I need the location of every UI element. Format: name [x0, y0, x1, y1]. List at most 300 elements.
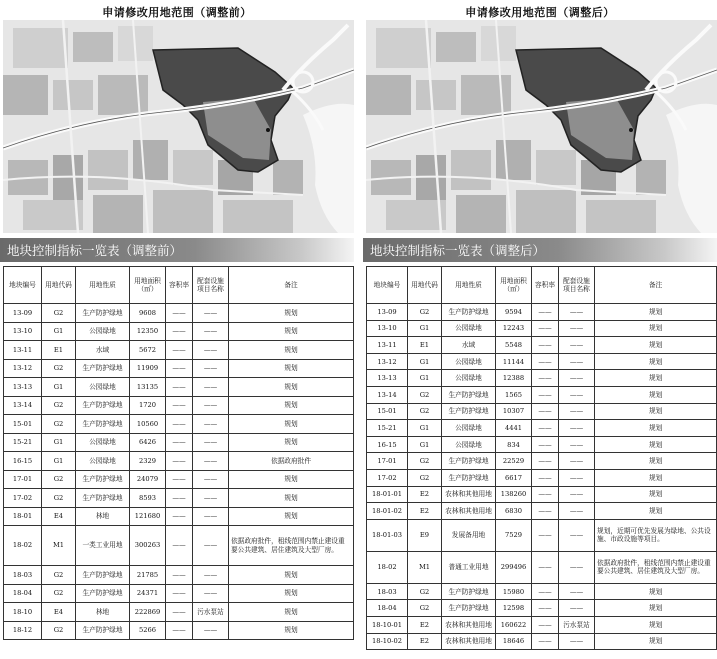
land-code-cell: G1: [42, 433, 76, 452]
table-row: [367, 503, 717, 520]
parcel-id-cell: 15-21: [367, 420, 408, 437]
facility-cell: ——: [193, 507, 229, 526]
parcel-id-cell: 18-04: [4, 584, 42, 603]
far-cell: ——: [532, 583, 559, 600]
land-code-cell: G2: [42, 415, 76, 434]
column-header: 容积率: [532, 267, 559, 304]
land-nature-cell: 公园绿地: [76, 433, 130, 452]
far-cell: ——: [532, 403, 559, 420]
land-code-cell: G2: [42, 566, 76, 585]
far-cell: ——: [532, 600, 559, 617]
land-code-cell: E1: [408, 337, 442, 354]
land-nature-cell: 公园绿地: [442, 436, 496, 453]
land-nature-cell: 生产防护绿地: [442, 304, 496, 321]
area-cell: 160622: [496, 616, 532, 633]
area-cell: 6426: [130, 433, 166, 452]
note-cell: 规划: [595, 486, 717, 503]
table-row: [4, 304, 354, 323]
area-cell: 13135: [130, 378, 166, 397]
facility-cell: ——: [193, 341, 229, 360]
area-cell: 1565: [496, 386, 532, 403]
table-row: [367, 436, 717, 453]
facility-cell: ——: [559, 453, 595, 470]
table-row: [367, 370, 717, 387]
area-cell: 5548: [496, 337, 532, 354]
facility-cell: ——: [193, 378, 229, 397]
far-cell: ——: [166, 470, 193, 489]
parcel-id-cell: 17-01: [367, 453, 408, 470]
land-nature-cell: 水域: [442, 337, 496, 354]
land-nature-cell: 生产防护绿地: [442, 600, 496, 617]
land-code-cell: G2: [42, 396, 76, 415]
parcel-id-cell: 17-02: [4, 489, 42, 508]
area-cell: 12243: [496, 320, 532, 337]
note-cell: 规划: [595, 436, 717, 453]
parcel-id-cell: 16-15: [367, 436, 408, 453]
far-cell: ——: [166, 526, 193, 566]
table-header-row: [4, 267, 354, 304]
far-cell: ——: [166, 341, 193, 360]
table-row: [367, 600, 717, 617]
note-cell: 规划，近期可优先发展为绿地、公共设施、市政设施等项目。: [595, 519, 717, 551]
parcel-id-cell: 18-10-01: [367, 616, 408, 633]
parcel-id-cell: 15-01: [4, 415, 42, 434]
land-code-cell: E2: [408, 616, 442, 633]
note-cell: 规划: [595, 386, 717, 403]
parcel-id-cell: 17-02: [367, 469, 408, 486]
land-code-cell: E2: [408, 486, 442, 503]
land-code-cell: G2: [42, 304, 76, 323]
far-cell: ——: [166, 304, 193, 323]
far-cell: ——: [532, 453, 559, 470]
land-nature-cell: 生产防护绿地: [442, 403, 496, 420]
parcel-id-cell: 18-03: [4, 566, 42, 585]
column-header: 用地性质: [442, 267, 496, 304]
facility-cell: ——: [193, 433, 229, 452]
area-cell: 24079: [130, 470, 166, 489]
table-row: [367, 551, 717, 583]
land-nature-cell: 农林和其他用地: [442, 616, 496, 633]
facility-cell: ——: [559, 337, 595, 354]
far-cell: ——: [532, 320, 559, 337]
facility-cell: ——: [559, 304, 595, 321]
parcel-id-cell: 18-02: [367, 551, 408, 583]
far-cell: ——: [532, 551, 559, 583]
table-row: [367, 469, 717, 486]
far-cell: ——: [532, 337, 559, 354]
facility-cell: ——: [193, 304, 229, 323]
land-nature-cell: 生产防护绿地: [76, 489, 130, 508]
far-cell: ——: [532, 370, 559, 387]
land-nature-cell: 生产防护绿地: [76, 304, 130, 323]
facility-cell: ——: [559, 519, 595, 551]
land-code-cell: G2: [408, 403, 442, 420]
table-row: [367, 403, 717, 420]
table-row: [4, 621, 354, 640]
table-row: [4, 415, 354, 434]
table-header-row: [367, 267, 717, 304]
land-code-cell: G2: [42, 584, 76, 603]
area-cell: 10560: [130, 415, 166, 434]
parcel-id-cell: 13-14: [367, 386, 408, 403]
column-header: 配套设施项目名称: [559, 267, 595, 304]
table-row: [367, 304, 717, 321]
land-nature-cell: 生产防护绿地: [442, 583, 496, 600]
facility-cell: ——: [193, 566, 229, 585]
table-row: [4, 341, 354, 360]
note-cell: 规划: [595, 353, 717, 370]
panel-after: [363, 0, 717, 659]
note-cell: 规划: [595, 503, 717, 520]
land-nature-cell: 生产防护绿地: [76, 470, 130, 489]
table-row: [4, 507, 354, 526]
area-cell: 2329: [130, 452, 166, 471]
land-code-cell: E2: [408, 503, 442, 520]
table-row: [4, 433, 354, 452]
note-cell: 规划: [229, 304, 354, 323]
land-nature-cell: 生产防护绿地: [76, 359, 130, 378]
table-row: [367, 386, 717, 403]
far-cell: ——: [166, 507, 193, 526]
table-row: [4, 526, 354, 566]
area-cell: 1720: [130, 396, 166, 415]
far-cell: ——: [532, 486, 559, 503]
note-cell: 规划: [595, 420, 717, 437]
land-code-cell: E2: [408, 633, 442, 650]
table-row: [4, 603, 354, 622]
land-nature-cell: 生产防护绿地: [76, 621, 130, 640]
column-header: 备注: [229, 267, 354, 304]
parcel-id-cell: 13-10: [367, 320, 408, 337]
land-nature-cell: 生产防护绿地: [442, 469, 496, 486]
facility-cell: ——: [559, 420, 595, 437]
far-cell: ——: [166, 621, 193, 640]
area-cell: 138260: [496, 486, 532, 503]
area-cell: 11909: [130, 359, 166, 378]
land-code-cell: G2: [408, 600, 442, 617]
facility-cell: ——: [193, 489, 229, 508]
note-cell: 规划: [229, 470, 354, 489]
far-cell: ——: [166, 396, 193, 415]
land-nature-cell: 公园绿地: [76, 452, 130, 471]
parcel-id-cell: 15-01: [367, 403, 408, 420]
note-cell: 规划: [229, 322, 354, 341]
land-nature-cell: 林地: [76, 507, 130, 526]
land-code-cell: G1: [408, 420, 442, 437]
land-nature-cell: 水域: [76, 341, 130, 360]
far-cell: ——: [166, 452, 193, 471]
land-nature-cell: 公园绿地: [442, 320, 496, 337]
facility-cell: ——: [193, 322, 229, 341]
land-nature-cell: 生产防护绿地: [442, 453, 496, 470]
table-row: [4, 322, 354, 341]
land-nature-cell: 发展备用地: [442, 519, 496, 551]
note-cell: 规划: [595, 616, 717, 633]
far-cell: ——: [166, 433, 193, 452]
land-nature-cell: 公园绿地: [442, 370, 496, 387]
table-row: [4, 378, 354, 397]
table-row: [4, 566, 354, 585]
map-title-after: 申请修改用地范围（调整后）: [465, 6, 615, 19]
table-row: [367, 453, 717, 470]
facility-cell: ——: [559, 370, 595, 387]
facility-cell: ——: [559, 320, 595, 337]
column-header: 用地面积（㎡）: [496, 267, 532, 304]
table-row: [367, 616, 717, 633]
facility-cell: ——: [559, 551, 595, 583]
note-cell: 规划: [595, 337, 717, 354]
column-header: 容积率: [166, 267, 193, 304]
table-row: [4, 396, 354, 415]
far-cell: ——: [532, 420, 559, 437]
column-header: 地块编号: [367, 267, 408, 304]
note-cell: 规划: [229, 507, 354, 526]
column-header: 用地面积（㎡）: [130, 267, 166, 304]
column-header: 配套设施项目名称: [193, 267, 229, 304]
table-title-before: 地块控制指标一览表（调整前）: [7, 243, 183, 258]
area-cell: 6830: [496, 503, 532, 520]
table-row: [367, 353, 717, 370]
area-cell: 18646: [496, 633, 532, 650]
land-code-cell: G1: [408, 320, 442, 337]
land-use-map-after: [366, 20, 717, 233]
land-code-cell: G2: [408, 583, 442, 600]
far-cell: ——: [532, 304, 559, 321]
note-cell: 规划: [229, 341, 354, 360]
note-cell: 规划: [229, 415, 354, 434]
note-cell: 规划: [595, 469, 717, 486]
area-cell: 9594: [496, 304, 532, 321]
parcel-id-cell: 13-13: [4, 378, 42, 397]
land-nature-cell: 农林和其他用地: [442, 486, 496, 503]
land-nature-cell: 生产防护绿地: [442, 386, 496, 403]
land-code-cell: M1: [42, 526, 76, 566]
table-row: [367, 583, 717, 600]
table-row: [367, 486, 717, 503]
note-cell: 规划: [595, 583, 717, 600]
facility-cell: ——: [559, 436, 595, 453]
facility-cell: ——: [559, 353, 595, 370]
area-cell: 11144: [496, 353, 532, 370]
facility-cell: ——: [193, 359, 229, 378]
land-code-cell: G1: [42, 452, 76, 471]
land-nature-cell: 公园绿地: [442, 353, 496, 370]
facility-cell: ——: [193, 621, 229, 640]
note-cell: 规划: [229, 621, 354, 640]
table-row: [367, 320, 717, 337]
facility-cell: ——: [193, 452, 229, 471]
parcel-id-cell: 15-21: [4, 433, 42, 452]
parcel-id-cell: 13-09: [367, 304, 408, 321]
land-code-cell: G2: [408, 304, 442, 321]
area-cell: 4441: [496, 420, 532, 437]
map-title-before: 申请修改用地范围（调整前）: [102, 6, 252, 19]
table-row: [4, 359, 354, 378]
parcel-id-cell: 18-01-03: [367, 519, 408, 551]
parcel-id-cell: 13-14: [4, 396, 42, 415]
parcel-id-cell: 18-01: [4, 507, 42, 526]
note-cell: 规划: [229, 378, 354, 397]
far-cell: ——: [166, 415, 193, 434]
note-cell: 规划: [595, 370, 717, 387]
column-header: 地块编号: [4, 267, 42, 304]
table-title-after: 地块控制指标一览表（调整后）: [370, 243, 546, 258]
facility-cell: ——: [559, 503, 595, 520]
table-row: [4, 470, 354, 489]
land-code-cell: G1: [42, 378, 76, 397]
land-nature-cell: 农林和其他用地: [442, 503, 496, 520]
table-row: [367, 420, 717, 437]
parcel-id-cell: 13-13: [367, 370, 408, 387]
note-cell: 规划: [595, 403, 717, 420]
facility-cell: ——: [193, 470, 229, 489]
far-cell: ——: [532, 436, 559, 453]
note-cell: 规划: [595, 600, 717, 617]
facility-cell: ——: [193, 584, 229, 603]
land-code-cell: G1: [408, 370, 442, 387]
parcel-id-cell: 13-12: [4, 359, 42, 378]
note-cell: 依据政府批件，租线范围内禁止建设重要公共建筑、居住建筑及大型厂房。: [229, 526, 354, 566]
parcel-id-cell: 18-10: [4, 603, 42, 622]
far-cell: ——: [532, 633, 559, 650]
table-row: [367, 519, 717, 551]
land-code-cell: E4: [42, 507, 76, 526]
note-cell: 依据政府批件: [229, 452, 354, 471]
parcel-id-cell: 13-11: [367, 337, 408, 354]
note-cell: 规划: [229, 566, 354, 585]
land-code-cell: G2: [42, 470, 76, 489]
table-row: [4, 584, 354, 603]
land-nature-cell: 公园绿地: [76, 378, 130, 397]
parcel-id-cell: 18-03: [367, 583, 408, 600]
far-cell: ——: [166, 378, 193, 397]
far-cell: ——: [532, 519, 559, 551]
land-code-cell: G2: [408, 469, 442, 486]
land-code-cell: E9: [408, 519, 442, 551]
area-cell: 834: [496, 436, 532, 453]
land-code-cell: E1: [42, 341, 76, 360]
facility-cell: ——: [193, 415, 229, 434]
panel-before: [0, 0, 354, 659]
land-code-cell: G2: [408, 453, 442, 470]
table-row: [367, 633, 717, 650]
note-cell: 规划: [229, 396, 354, 415]
land-nature-cell: 公园绿地: [442, 420, 496, 437]
parcel-id-cell: 13-10: [4, 322, 42, 341]
note-cell: 规划: [595, 633, 717, 650]
area-cell: 222869: [130, 603, 166, 622]
table-row: [4, 489, 354, 508]
facility-cell: ——: [559, 486, 595, 503]
facility-cell: 污水泵站: [193, 603, 229, 622]
land-code-cell: G1: [408, 353, 442, 370]
column-header: 备注: [595, 267, 717, 304]
table-title-bar-before: [0, 238, 354, 262]
land-nature-cell: 生产防护绿地: [76, 415, 130, 434]
area-cell: 12388: [496, 370, 532, 387]
land-nature-cell: 一类工业用地: [76, 526, 130, 566]
area-cell: 12350: [130, 322, 166, 341]
area-cell: 9608: [130, 304, 166, 323]
facility-cell: ——: [559, 633, 595, 650]
area-cell: 15980: [496, 583, 532, 600]
note-cell: 规划: [595, 453, 717, 470]
table-row: [367, 337, 717, 354]
column-header: 用地代码: [408, 267, 442, 304]
land-code-cell: G2: [42, 621, 76, 640]
parcel-id-cell: 13-12: [367, 353, 408, 370]
land-code-cell: G1: [408, 436, 442, 453]
area-cell: 299496: [496, 551, 532, 583]
note-cell: 规划: [595, 304, 717, 321]
far-cell: ——: [532, 469, 559, 486]
parcel-id-cell: 16-15: [4, 452, 42, 471]
parcel-id-cell: 18-04: [367, 600, 408, 617]
far-cell: ——: [532, 503, 559, 520]
land-code-cell: E4: [42, 603, 76, 622]
far-cell: ——: [532, 386, 559, 403]
land-code-cell: G2: [42, 359, 76, 378]
land-nature-cell: 林地: [76, 603, 130, 622]
land-nature-cell: 农林和其他用地: [442, 633, 496, 650]
land-code-cell: M1: [408, 551, 442, 583]
parcel-id-cell: 18-01-01: [367, 486, 408, 503]
facility-cell: ——: [559, 600, 595, 617]
facility-cell: ——: [559, 583, 595, 600]
far-cell: ——: [166, 566, 193, 585]
facility-cell: ——: [559, 386, 595, 403]
column-header: 用地性质: [76, 267, 130, 304]
parcel-id-cell: 18-12: [4, 621, 42, 640]
note-cell: 规划: [229, 433, 354, 452]
parcel-id-cell: 17-01: [4, 470, 42, 489]
note-cell: 规划: [229, 584, 354, 603]
parcel-id-cell: 18-02: [4, 526, 42, 566]
land-nature-cell: 公园绿地: [76, 322, 130, 341]
area-cell: 10307: [496, 403, 532, 420]
area-cell: 121680: [130, 507, 166, 526]
area-cell: 8593: [130, 489, 166, 508]
parcel-id-cell: 13-09: [4, 304, 42, 323]
land-nature-cell: 普通工业用地: [442, 551, 496, 583]
area-cell: 22529: [496, 453, 532, 470]
column-header: 用地代码: [42, 267, 76, 304]
note-cell: 规划: [229, 603, 354, 622]
parcel-id-cell: 13-11: [4, 341, 42, 360]
area-cell: 12598: [496, 600, 532, 617]
land-use-map-before: [3, 20, 354, 233]
area-cell: 7529: [496, 519, 532, 551]
land-nature-cell: 生产防护绿地: [76, 396, 130, 415]
far-cell: ——: [532, 353, 559, 370]
area-cell: 21785: [130, 566, 166, 585]
far-cell: ——: [166, 489, 193, 508]
facility-cell: ——: [559, 469, 595, 486]
land-nature-cell: 生产防护绿地: [76, 566, 130, 585]
area-cell: 24371: [130, 584, 166, 603]
area-cell: 5266: [130, 621, 166, 640]
note-cell: 规划: [595, 320, 717, 337]
note-cell: 依据政府批件，租线范围内禁止建设重要公共建筑、居住建筑及大型厂房。: [595, 551, 717, 583]
note-cell: 规划: [229, 359, 354, 378]
far-cell: ——: [166, 603, 193, 622]
facility-cell: ——: [193, 396, 229, 415]
table-row: [4, 452, 354, 471]
note-cell: 规划: [229, 489, 354, 508]
far-cell: ——: [532, 616, 559, 633]
parcel-id-cell: 18-10-02: [367, 633, 408, 650]
parcel-id-cell: 18-01-02: [367, 503, 408, 520]
